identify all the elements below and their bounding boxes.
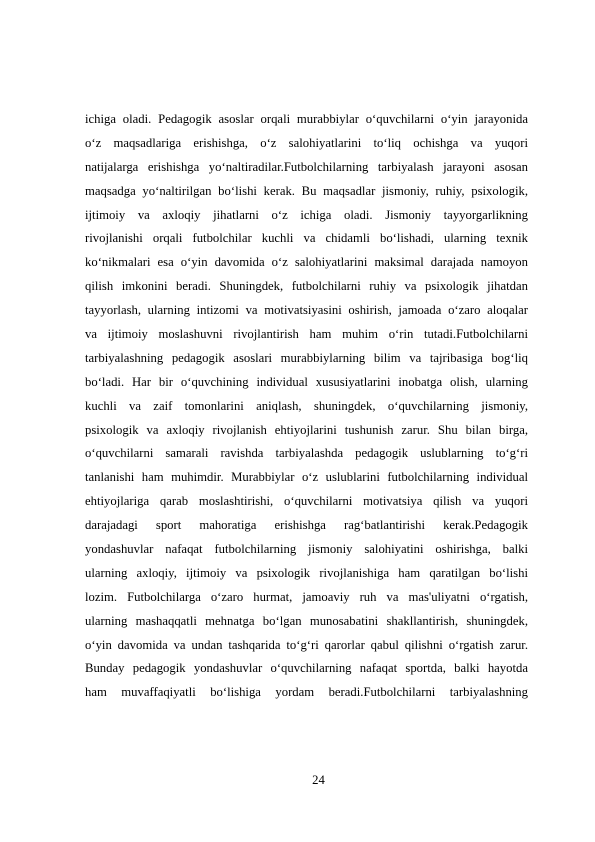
text-line: ularning axloqiy, ijtimoiy va psixologik rivojlanishiga ham qaratilgan bo‘lishi — [85, 565, 528, 580]
text-line: o‘z maqsadlariga erishishga, o‘z salohiyatlarini to‘liq ochishga va yuqori — [85, 135, 528, 150]
text-line: yondashuvlar nafaqat futbolchilarning jismoniy salohiyatini oshirishga, balki — [85, 542, 528, 557]
text-line: Bunday pedagogik yondashuvlar o‘quvchilarning nafaqat sportda, balki hayotda — [85, 661, 528, 676]
text-line: ko‘nikmalari esa o‘yin davomida o‘z salohiyatlarini maksimal darajada namoyon — [85, 255, 528, 270]
text-line: natijalarga erishishga yo‘naltiradilar.Futbolchilarning tarbiyalash jarayoni asosan — [85, 159, 528, 174]
text-line: va ijtimoiy moslashuvni rivojlantirish ham muhim o‘rin tutadi.Futbolchilarni — [85, 327, 528, 342]
text-line: psixologik va axloqiy rivojlanish ehtiyojlarini tushunish zarur. Shu bilan birga, — [85, 422, 528, 437]
text-line: ichiga oladi. Pedagogik asoslar orqali murabbiylar o‘quvchilarni o‘yin jarayonida — [85, 112, 528, 126]
text-line: bo‘ladi. Har bir o‘quvchining individual xususiyatlarini inobatga olish, ularning — [85, 374, 528, 389]
page-number: 24 — [312, 773, 325, 787]
text-line: tarbiyalashning pedagogik asoslari murabbiylarning bilim va tajribasiga bog‘liq — [85, 350, 528, 365]
text-line: ularning mashaqqatli mehnatga bo‘lgan munosabatini shakllantirish, shuningdek, — [85, 613, 528, 628]
text-line: darajadagi sport mahoratiga erishishga rag‘batlantirishi kerak.Pedagogik — [85, 518, 528, 533]
text-line: ehtiyojlariga qarab moslashtirishi, o‘quvchilarni motivatsiya qilish va yuqori — [85, 494, 528, 509]
text-line: maqsadga yo‘naltirilgan bo‘lishi kerak. Bu maqsadlar jismoniy, ruhiy, psixologik, — [85, 183, 528, 198]
body-text — [85, 108, 528, 705]
text-line: kuchli va zaif tomonlarini aniqlash, shuningdek, o‘quvchilarning jismoniy, — [85, 398, 528, 413]
text-line: ijtimoiy va axloqiy jihatlarni o‘z ichiga oladi. Jismoniy tayyorgarlikning — [85, 207, 528, 222]
text-line: rivojlanishi orqali futbolchilar kuchli va chidamli bo‘lishadi, ularning texnik — [85, 231, 528, 246]
text-line: tanlanishi ham muhimdir. Murabbiylar o‘z uslublarini futbolchilarning individual — [85, 470, 528, 485]
text-line: qilish imkonini beradi. Shuningdek, futbolchilarni ruhiy va psixologik jihatdan — [85, 279, 528, 294]
text-line: ham muvaffaqiyatli bo‘lishiga yordam beradi.Futbolchilarni tarbiyalashning — [85, 685, 528, 700]
text-line: tayyorlash, ularning intizomi va motivatsiyasini oshirish, jamoada o‘zaro aloqalar — [85, 303, 528, 318]
text-line: o‘quvchilarni samarali ravishda tarbiyalashda pedagogik uslublarning to‘g‘ri — [85, 446, 528, 461]
text-line: o‘yin davomida va undan tashqarida to‘g‘ri qarorlar qabul qilishni o‘rgatish zarur. — [85, 637, 528, 652]
text-line: lozim. Futbolchilarga o‘zaro hurmat, jamoaviy ruh va mas'uliyatni o‘rgatish, — [85, 589, 528, 604]
